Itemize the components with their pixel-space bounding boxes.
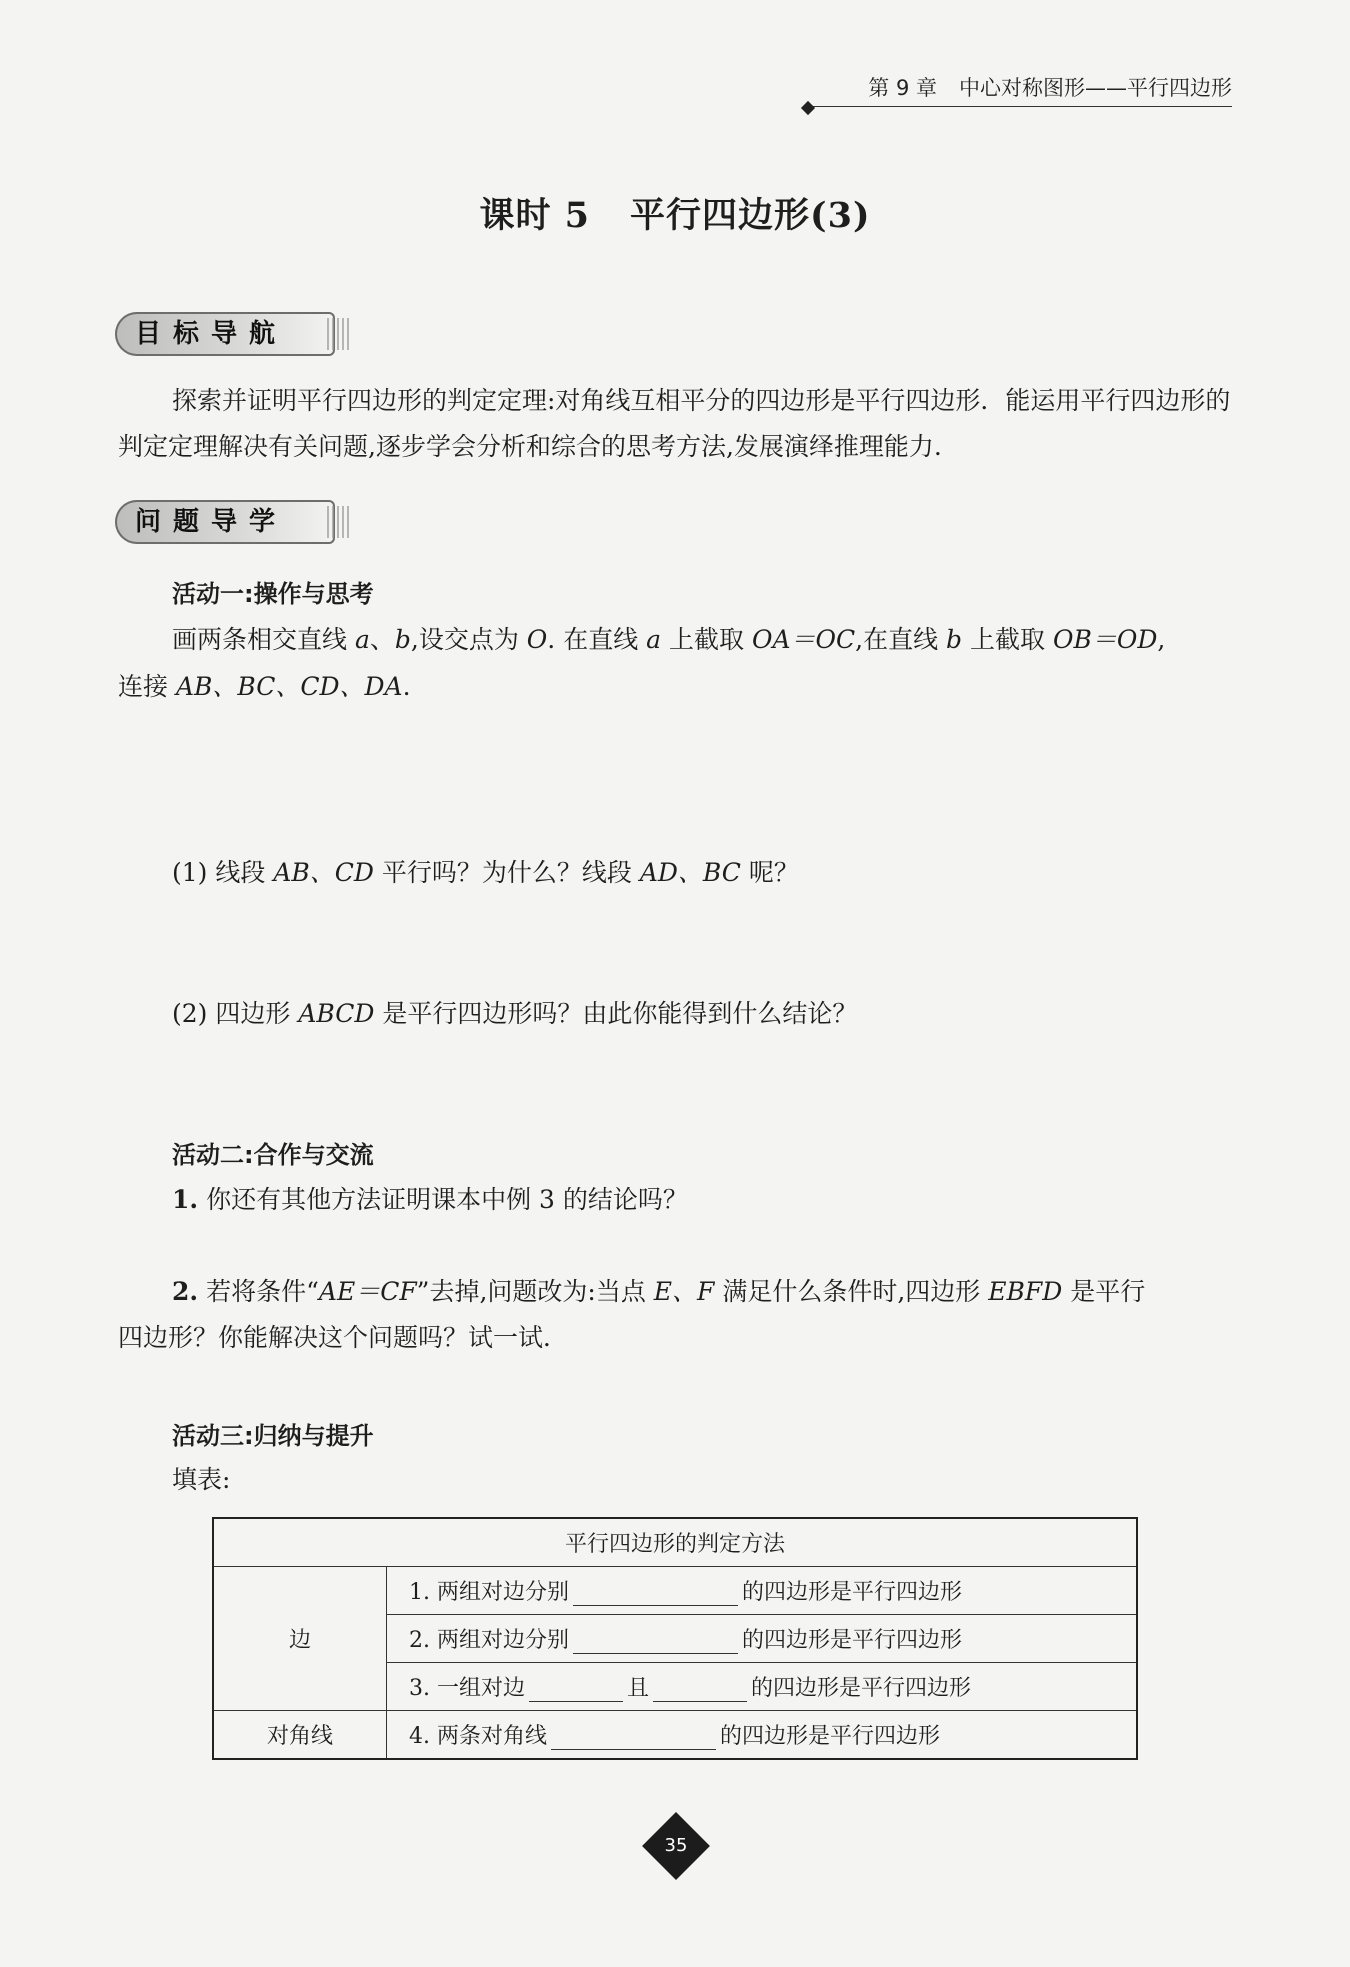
math-expr: AB、CD (273, 858, 374, 887)
section-badge-goals (115, 312, 335, 356)
math-var: a (354, 625, 370, 654)
text-fragment: 2. 两组对边分别 (409, 1628, 569, 1653)
text-fragment: 上截取 (661, 625, 752, 654)
text-fragment: 呢？ (740, 858, 799, 887)
activity1-question2 (172, 994, 857, 1030)
category-diagonal: 对角线 (213, 1711, 387, 1760)
text-fragment: 的四边形是平行四边形 (719, 1724, 940, 1749)
text-fragment: 你还有其他方法证明课本中例 3 的结论吗？ (206, 1185, 688, 1214)
stripes-decoration (327, 506, 349, 538)
table-header: 平行四边形的判定方法 (213, 1518, 1137, 1567)
text-fragment: 、 (369, 625, 395, 654)
activity3-heading: 活动三:归纳与提升 (172, 1422, 374, 1450)
criteria-table (212, 1517, 1138, 1760)
text-fragment: . 在直线 (547, 625, 647, 654)
text-fragment: 满足什么条件时,四边形 (714, 1277, 989, 1306)
badge-label: 问题导学 (135, 507, 288, 537)
chapter-label: 第 9 章 (868, 76, 937, 100)
text-fragment: 平行吗？为什么？线段 (373, 858, 640, 887)
math-var: O (526, 625, 548, 654)
activity1-intro (172, 620, 1165, 656)
text-fragment: 的四边形是平行四边形 (741, 1580, 962, 1605)
activity2-item1 (172, 1180, 688, 1216)
math-var: b (946, 625, 963, 654)
activity2-item2 (172, 1272, 1145, 1308)
text-fragment: 的四边形是平行四边形 (741, 1628, 962, 1653)
criterion-4 (387, 1711, 1138, 1760)
text-fragment: ,设交点为 (410, 625, 527, 654)
text-fragment: (1) 线段 (172, 858, 274, 887)
text-fragment: 4. 两条对角线 (409, 1724, 547, 1749)
fill-blank[interactable] (529, 1677, 623, 1702)
diamond-icon (801, 101, 815, 115)
activity2-item2-cont: 四边形？你能解决这个问题吗？试一试． (118, 1323, 569, 1352)
table-header-row (213, 1518, 1137, 1567)
badge-label: 目标导航 (135, 319, 288, 349)
text-fragment: 3. 一组对边 (409, 1676, 525, 1701)
text-fragment: (2) 四边形 (172, 999, 299, 1028)
activity1-question1 (172, 853, 799, 889)
criterion-3 (387, 1663, 1138, 1711)
running-header (812, 72, 1232, 107)
category-side: 边 (213, 1567, 387, 1711)
math-var: b (394, 625, 411, 654)
text-fragment: 若将条件“ (206, 1277, 319, 1306)
item-number: 2. (172, 1277, 199, 1306)
stripes-decoration (327, 318, 349, 350)
activity2-heading: 活动二:合作与交流 (172, 1141, 374, 1169)
math-expr: AE＝CF (318, 1277, 417, 1306)
section-badge-questions (115, 500, 335, 544)
text-fragment: 是平行四边形吗？由此你能得到什么结论？ (374, 999, 858, 1028)
lesson-name: 平行四边形(3) (630, 195, 871, 236)
text-fragment: 的四边形是平行四边形 (751, 1676, 972, 1701)
math-var: a (646, 625, 662, 654)
text-fragment: 且 (626, 1676, 649, 1701)
page-title (0, 188, 1350, 238)
math-expr: OB＝OD (1052, 625, 1158, 654)
activity3-fill-label: 填表: (172, 1465, 231, 1494)
text-fragment: 画两条相交直线 (172, 625, 355, 654)
math-expr: AD、BC (639, 858, 741, 887)
chapter-subject: 中心对称图形——平行四边形 (959, 76, 1232, 100)
goals-text: 探索并证明平行四边形的判定定理:对角线互相平分的四边形是平行四边形．能运用平行四边形的判定定理解决有关问题,逐步学会分析和综合的思考方法,发展演绎推理能力. (118, 386, 1231, 461)
text-fragment: 1. 两组对边分别 (409, 1580, 569, 1605)
activity1-connect (118, 667, 411, 703)
text-fragment: ,在直线 (855, 625, 947, 654)
table-row (213, 1711, 1137, 1760)
text-fragment: , (1157, 625, 1166, 654)
math-expr: AB、BC、CD、DA (175, 672, 403, 701)
text-fragment: 连接 (118, 672, 176, 701)
page-number: 35 (664, 1835, 688, 1856)
lesson-number: 课时 5 (479, 195, 591, 236)
math-expr: EBFD (988, 1277, 1063, 1306)
fill-blank[interactable] (573, 1629, 738, 1654)
criterion-1 (387, 1567, 1138, 1615)
fill-blank[interactable] (573, 1581, 738, 1606)
math-expr: E、F (653, 1277, 715, 1306)
math-expr: OA＝OC (751, 625, 856, 654)
text-fragment: ”去掉,问题改为:当点 (416, 1277, 654, 1306)
fill-blank[interactable] (653, 1677, 747, 1702)
text-fragment: 是平行 (1062, 1277, 1146, 1306)
criterion-2 (387, 1615, 1138, 1663)
item-number: 1. (172, 1185, 199, 1214)
activity1-heading: 活动一:操作与思考 (172, 580, 374, 608)
fill-blank[interactable] (551, 1725, 716, 1750)
text-fragment: . (402, 672, 411, 701)
text-fragment: 上截取 (962, 625, 1053, 654)
table-row (213, 1567, 1137, 1615)
math-expr: ABCD (298, 999, 375, 1028)
